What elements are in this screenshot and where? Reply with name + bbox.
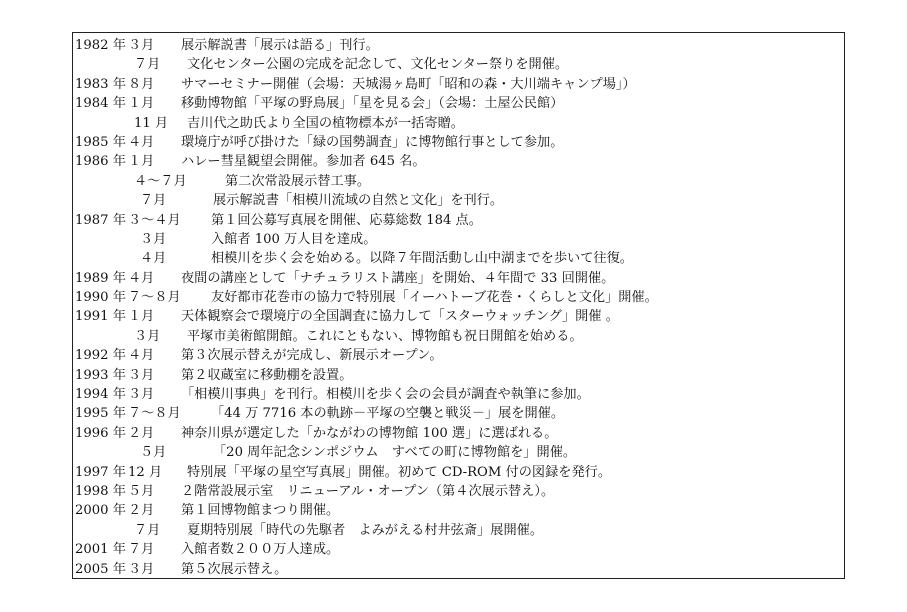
history-entry (73, 560, 844, 579)
entry-month: ７月 (134, 57, 161, 73)
entry-month: １月 (128, 96, 155, 112)
entry-month: ３月 (128, 38, 155, 53)
entry-event: 環境庁が呼び掛けた「緑の国勢調査」に博物館行事として参加。 (181, 134, 564, 150)
entry-month: ７月 (140, 193, 167, 209)
history-entry (73, 424, 844, 443)
entry-year: 1995 年 (75, 406, 126, 422)
history-entry (73, 172, 844, 191)
history-entry (73, 540, 844, 559)
history-entry (73, 521, 844, 540)
entry-month: 11 月 (134, 115, 169, 131)
entry-event: 天体観察会で環境庁の全国調査に協力して「スターウォッチング」開催 。 (181, 309, 619, 325)
entry-event: 平塚市美術館開館。これにともない、博物館も祝日開館を始める。 (187, 328, 583, 344)
entry-month: ４月 (140, 251, 167, 267)
entry-event: サマーセミナー開催（会場：天城湯ヶ島町「昭和の森・大川端キャンプ場」） (181, 76, 636, 92)
entry-month: ３～４月 (128, 212, 181, 228)
entry-month: ８月 (128, 76, 155, 92)
history-entry (73, 366, 844, 385)
entry-year: 1996 年 (75, 425, 126, 441)
entry-event: 第二次常設展示替工事。 (225, 173, 371, 189)
entry-month: ３月 (128, 561, 155, 577)
entry-year: 1984 年 (75, 96, 126, 112)
entry-event: 吉川代之助氏より全国の植物標本が一括寄贈。 (187, 115, 464, 131)
entry-month: ４月 (128, 348, 155, 364)
history-entry (73, 230, 844, 249)
history-entry (73, 501, 844, 520)
entry-event: 「44 万 7716 本の軌跡－平塚の空襲と戦災－」展を開催。 (211, 406, 565, 422)
entry-event: 第２収蔵室に移動棚を設置。 (181, 367, 353, 383)
entry-year: 1994 年 (75, 387, 126, 403)
entry-event: 友好都市花巻市の協力で特別展「イーハトーブ花巻・くらしと文化」開催。 (211, 290, 658, 306)
entry-month: ３月 (128, 367, 155, 383)
entry-event: 「20 周年記念シンポジウム すべての町に博物館を」開催。 (213, 445, 577, 461)
entry-event: 相模川を歩く会を始める。以降７年間活動し山中湖までを歩いて往復。 (211, 251, 633, 267)
entry-year: 1983 年 (75, 76, 126, 92)
entry-month: ７～８月 (128, 406, 181, 422)
history-entry (73, 55, 844, 74)
entry-year: 1998 年 (75, 483, 126, 499)
entry-month: ５月 (128, 483, 155, 499)
entry-event: 夜間の講座として「ナチュラリスト講座」を開始、４年間で 33 回開催。 (181, 270, 615, 286)
history-entry (73, 36, 844, 55)
history-entry (73, 211, 844, 230)
entry-year: 2005 年 (75, 561, 126, 577)
entry-month: ３月 (140, 231, 167, 247)
entry-year: 1987 年 (75, 212, 126, 228)
entry-event: 展示解説書「展示は語る」刊行。 (181, 38, 379, 53)
entry-year: 1993 年 (75, 367, 126, 383)
entry-event: 移動博物館「平塚の野鳥展」「星を見る会」（会場：土屋公民館） (181, 96, 564, 112)
history-entry (73, 463, 844, 482)
entry-event: ハレー彗星観望会開催。参加者 645 名。 (181, 154, 426, 170)
history-entry (73, 114, 844, 133)
entry-month: 12 月 (128, 464, 163, 480)
history-entry (73, 133, 844, 152)
entry-year: 2000 年 (75, 503, 126, 519)
history-entry (73, 385, 844, 404)
history-entry (73, 443, 844, 462)
entry-month: １月 (128, 309, 155, 325)
entry-event: 第１回公募写真展を開催、応募総数 184 点。 (211, 212, 482, 228)
entry-year: 1982 年 (75, 38, 126, 53)
history-rows (73, 36, 844, 579)
history-entry (73, 482, 844, 501)
entry-month: ４月 (128, 270, 155, 286)
entry-month: １月 (128, 154, 155, 170)
entry-event: 特別展「平塚の星空写真展」開催。初めて CD-ROM 付の図録を発行。 (187, 464, 612, 480)
entry-event: 文化センター公園の完成を記念して、文化センター祭りを開催。 (187, 57, 569, 73)
entry-event: 第１回博物館まつり開催。 (181, 503, 340, 519)
history-entry (73, 346, 844, 365)
history-entry (73, 404, 844, 423)
history-table (72, 32, 845, 579)
entry-year: 1990 年 (75, 290, 126, 306)
entry-month: ３月 (128, 387, 155, 403)
entry-month: ７月 (128, 542, 155, 558)
history-entry (73, 269, 844, 288)
entry-year: 1985 年 (75, 134, 126, 150)
history-entry (73, 94, 844, 113)
entry-month: ３月 (134, 328, 161, 344)
entry-month: ５月 (140, 445, 167, 461)
history-entry (73, 152, 844, 171)
entry-month: ７月 (134, 522, 161, 538)
entry-year: 1992 年 (75, 348, 126, 364)
history-entry (73, 307, 844, 326)
history-entry (73, 288, 844, 307)
entry-event: 第５次展示替え。 (181, 561, 288, 577)
entry-event: 夏期特別展「時代の先駆者 よみがえる村井弦斎」展開催。 (187, 522, 544, 538)
entry-event: 入館者 100 万人目を達成。 (211, 231, 377, 247)
entry-event: 第３次展示替えが完成し、新展示オープン。 (181, 348, 443, 364)
entry-year: 1986 年 (75, 154, 126, 170)
entry-year: 1991 年 (75, 309, 126, 325)
entry-year: 1989 年 (75, 270, 126, 286)
entry-event: 入館者数２００万人達成。 (181, 542, 340, 558)
entry-event: 展示解説書「相模川流域の自然と文化」を刊行。 (213, 193, 504, 209)
entry-month: ４～７月 (134, 173, 187, 189)
entry-event: 神奈川県が選定した「かながわの博物館 100 選」に選ばれる。 (181, 425, 558, 441)
entry-month: ２月 (128, 425, 155, 441)
entry-event: ２階常設展示室 リニューアル・オープン（第４次展示替え）。 (181, 483, 555, 499)
history-entry (73, 75, 844, 94)
entry-year: 1997 年 (75, 464, 126, 480)
history-entry (73, 249, 844, 268)
entry-event: 「相模川事典」を刊行。相模川を歩く会の会員が調査や執筆に参加。 (181, 387, 590, 403)
entry-month: ７～８月 (128, 290, 181, 306)
entry-month: ２月 (128, 503, 155, 519)
history-entry (73, 327, 844, 346)
history-entry (73, 191, 844, 210)
entry-month: ４月 (128, 134, 155, 150)
entry-year: 2001 年 (75, 542, 126, 558)
